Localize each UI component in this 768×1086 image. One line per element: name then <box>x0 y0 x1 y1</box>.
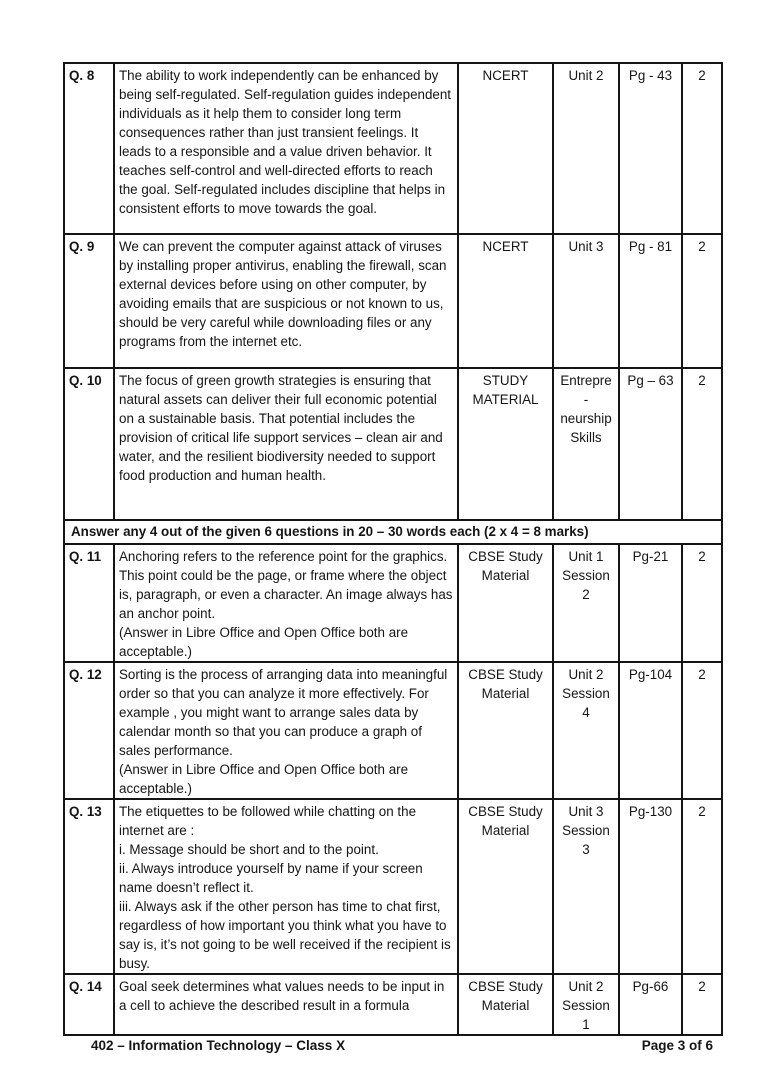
marks-cell: 2 <box>682 544 722 662</box>
marks-cell: 2 <box>682 974 722 1035</box>
source-cell: NCERT <box>458 63 553 234</box>
table-row-q9 <box>64 234 722 368</box>
page-footer <box>91 1036 713 1055</box>
marks-cell: 2 <box>682 799 722 974</box>
marks-cell: 2 <box>682 63 722 234</box>
question-number: Q. 14 <box>64 974 114 1035</box>
unit-cell: Unit 2 Session 1 <box>553 974 619 1035</box>
unit-cell: Unit 2 Session 4 <box>553 662 619 799</box>
answer-text: Goal seek determines what values needs to be input in a cell to achieve the described result in a formula <box>114 974 458 1035</box>
section-header: Answer any 4 out of the given 6 questions in 20 – 30 words each (2 x 4 = 8 marks) <box>64 520 722 544</box>
source-cell: CBSE Study Material <box>458 662 553 799</box>
table-row-q13 <box>64 799 722 974</box>
page-cell: Pg-66 <box>619 974 682 1035</box>
section-header-row <box>64 520 722 544</box>
answer-text: Anchoring refers to the reference point for the graphics. This point could be the page, or frame where the object is, paragraph, or even a character. An image always has an anchor point. (Answer in Libre Office and Open Office both are acceptable.) <box>114 544 458 662</box>
marks-cell: 2 <box>682 368 722 520</box>
answer-text: The focus of green growth strategies is ensuring that natural assets can deliver their full economic potential on a sustainable basis. That potential includes the provision of critical life support services – clean air and water, and the resilient biodiversity needed to support food production and human health. <box>114 368 458 520</box>
page-cell: Pg-21 <box>619 544 682 662</box>
page-cell: Pg-130 <box>619 799 682 974</box>
source-cell: STUDY MATERIAL <box>458 368 553 520</box>
table-row-q12 <box>64 662 722 799</box>
table-row-q8 <box>64 63 722 234</box>
unit-cell: Unit 3 <box>553 234 619 368</box>
table-row-q14 <box>64 974 722 1035</box>
footer-course-title: 402 – Information Technology – Class X <box>91 1038 346 1053</box>
page-cell: Pg - 43 <box>619 63 682 234</box>
answer-text: The ability to work independently can be enhanced by being self-regulated. Self-regulation guides independent individuals as it help them to consider long term consequences rather than just transient feelings. It leads to a responsible and a value driven behavior. It teaches self-control and well-directed efforts to reach the goal. Self-regulated includes discipline that helps in consistent efforts to move towards the goal. <box>114 63 458 234</box>
page-cell: Pg – 63 <box>619 368 682 520</box>
source-cell: NCERT <box>458 234 553 368</box>
unit-cell: Unit 3 Session 3 <box>553 799 619 974</box>
question-number: Q. 12 <box>64 662 114 799</box>
page-cell: Pg - 81 <box>619 234 682 368</box>
answer-text: Sorting is the process of arranging data into meaningful order so that you can analyze it more effectively. For example , you might want to arrange sales data by calendar month so that you can produce a graph of sales performance. (Answer in Libre Office and Open Office both are acceptable.) <box>114 662 458 799</box>
source-cell: CBSE Study Material <box>458 544 553 662</box>
question-number: Q. 10 <box>64 368 114 520</box>
question-number: Q. 11 <box>64 544 114 662</box>
page-cell: Pg-104 <box>619 662 682 799</box>
table-row-q11 <box>64 544 722 662</box>
marks-cell: 2 <box>682 234 722 368</box>
marking-scheme-table <box>63 62 723 1036</box>
unit-cell: Unit 2 <box>553 63 619 234</box>
answer-text: We can prevent the computer against attack of viruses by installing proper antivirus, enabling the firewall, scan external devices before using on other computer, by avoiding emails that are suspicious or not known to us, should be very careful while downloading files or any programs from the internet etc. <box>114 234 458 368</box>
question-number: Q. 13 <box>64 799 114 974</box>
marks-cell: 2 <box>682 662 722 799</box>
source-cell: CBSE Study Material <box>458 799 553 974</box>
source-cell: CBSE Study Material <box>458 974 553 1035</box>
unit-cell: Unit 1 Session 2 <box>553 544 619 662</box>
question-number: Q. 9 <box>64 234 114 368</box>
footer-page-number: Page 3 of 6 <box>641 1038 713 1053</box>
unit-cell: Entrepre - neurship Skills <box>553 368 619 520</box>
question-number: Q. 8 <box>64 63 114 234</box>
answer-text: The etiquettes to be followed while chatting on the internet are : i. Message should be short and to the point. ii. Always introduce yourself by name if your screen name doesn’t reflect it. iii. Always ask if the other person has time to chat first, regardless of how important you think what you have to say is, it’s not going to be well received if the recipient is busy. <box>114 799 458 974</box>
table-row-q10 <box>64 368 722 520</box>
